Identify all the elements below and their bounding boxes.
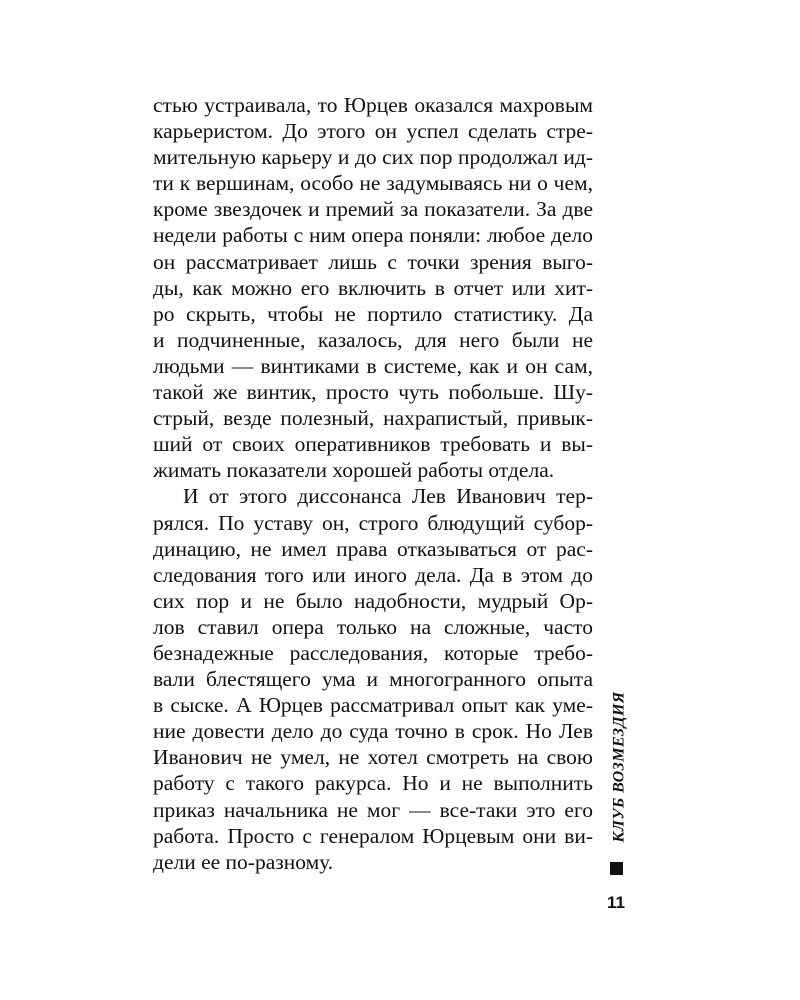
text-line: ро скрыть, чтобы не портило статистику. Да — [153, 301, 593, 326]
body-text — [153, 92, 593, 875]
running-title — [604, 688, 634, 846]
text-line: людьми — винтиками в системе, как и он сам, — [153, 353, 593, 378]
paragraph-end-line: дели ее по-разному. — [153, 849, 334, 874]
text-line: недели работы с ним опера поняли: любое дело — [153, 223, 593, 248]
text-line: рялся. По уставу он, строго блюдущий субор- — [153, 510, 593, 535]
text-line: ние довести дело до суда точно в срок. Но Лев — [153, 719, 593, 744]
text-line: в сыске. А Юрцев рассматривал опыт как уме- — [153, 693, 593, 718]
text-line: такой же винтик, просто чуть побольше. Шу- — [153, 380, 593, 405]
text-line: ды, как можно его включить в отчет или хит- — [153, 275, 593, 300]
text-line: стрый, везде полезный, нахрапистый, привык- — [153, 406, 593, 431]
page-number: 11 — [607, 893, 625, 912]
running-title-text: КЛУБ ВОЗМЕЗДИЯ — [610, 691, 628, 843]
text-line: работа. Просто с генералом Юрцевым они ви- — [153, 823, 593, 848]
text-line: динацию, не имел права отказываться от рас- — [153, 536, 593, 561]
text-line: и подчиненные, казалось, для него были не — [153, 327, 593, 352]
text-line: он рассматривает лишь с точки зрения выго- — [153, 249, 593, 274]
text-line: безнадежные расследования, которые требо- — [153, 640, 593, 665]
text-line: Иванович не умел, не хотел смотреть на свою — [153, 745, 593, 770]
text-line: следования того или иного дела. Да в этом до — [153, 562, 593, 587]
text-line: стью устраивала, то Юрцев оказался махровым — [153, 93, 593, 117]
paragraph-start-line: И от этого диссонанса Лев Иванович тер- — [183, 484, 593, 509]
paragraph-end-line: жимать показатели хорошей работы отдела. — [153, 458, 555, 483]
text-line: приказ начальника не мог — все-таки это его — [153, 797, 593, 822]
text-line: карьеристом. До этого он успел сделать стре- — [153, 119, 593, 144]
text-line: мительную карьеру и до сих пор продолжал ид- — [153, 145, 593, 170]
text-line: работу с такого ракурса. Но и не выполнить — [153, 771, 593, 796]
text-line: сих пор и не было надобности, мудрый Ор- — [153, 588, 593, 613]
text-line: ти к вершинам, особо не задумываясь ни о чем, — [153, 171, 593, 196]
text-line: вали блестящего ума и многогранного опыта — [153, 667, 593, 692]
square-marker-icon — [610, 862, 623, 875]
text-line: кроме звездочек и премий за показатели. За две — [153, 197, 593, 222]
text-line: ший от своих оперативников требовать и вы- — [153, 432, 593, 457]
text-line: лов ставил опера только на сложные, часто — [153, 614, 593, 639]
